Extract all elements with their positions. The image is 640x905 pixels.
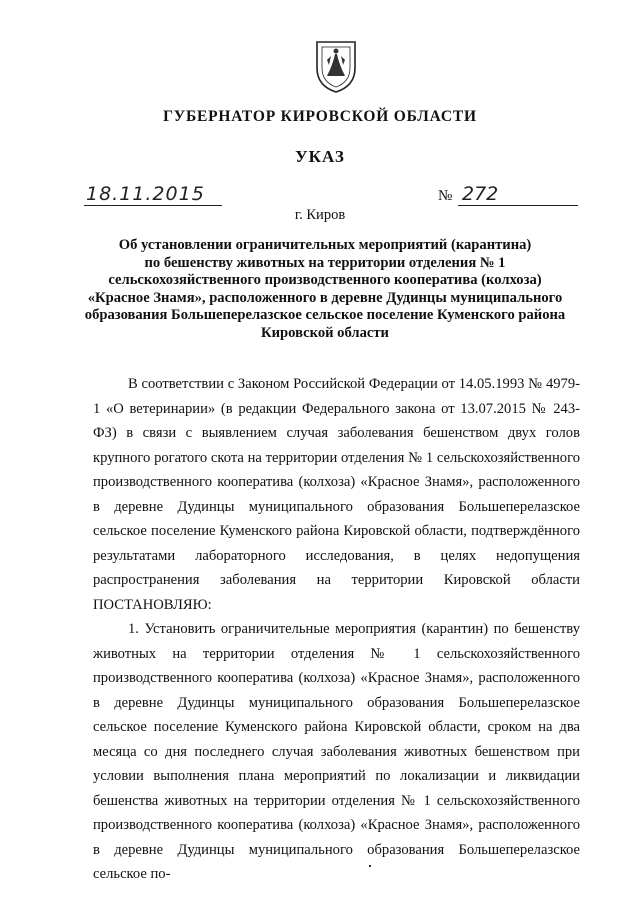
clause-1-paragraph: 1. Установить ограничительные мероприятия (карантин) по бешенству животных на территории отделения № 1 сельскохозяйственного производственного кооператива (колхоза) «Красное Знамя», расположенного в деревне Дудинцы муниципального образования Большеперелазское сельское поселение Куменского района Кировской области, сроком на два месяца со дня последнего случая заболевания животных бешенством при условии выполнения плана мероприятий по локализации и ликвидации бешенства животных на территории отделения № 1 сельскохозяйственного производственного кооператива (колхоза) «Красное Знамя», расположенного в деревне Дудинцы муниципального образования Большеперелазское сельское по- [93, 621, 580, 882]
date-underline [84, 205, 222, 206]
city-line: г. Киров [294, 207, 346, 223]
issuing-authority: ГУБЕРНАТОР КИРОВСКОЙ ОБЛАСТИ [163, 108, 477, 125]
decree-number: 272 [462, 183, 499, 205]
document-type: УКАЗ [295, 147, 345, 166]
decree-date: 18.11.2015 [86, 183, 205, 205]
title-line: образования Большеперелазское сельское поселение Куменского района [84, 307, 566, 323]
preamble-paragraph: В соответствии с Законом Российской Федерации от 14.05.1993 № 4979-1 «О ветеринарии» (в редакции Федерального закона от 13.07.2015 № 243-ФЗ) в связи с выявлением случая заболевания бешенством двух голов крупного рогатого скота на территории отделения № 1 сельскохозяйственного производственного кооператива (колхоза) «Красное Знамя», расположенного в деревне Дудинцы муниципального образования Большеперелазское сельское поселение Куменского района Кировской области, подтверждённого результатами лабораторного исследования, в целях недопущения распространения заболевания на территории Кировской области ПОСТАНОВЛЯЮ: [93, 376, 580, 613]
title-line: сельскохозяйственного производственного кооператива (колхоза) [108, 272, 542, 288]
coat-of-arms-emblem [313, 38, 359, 94]
scan-speck [369, 865, 371, 867]
title-line: Об установлении ограничительных мероприятий (карантина) [118, 237, 532, 253]
number-underline [458, 205, 578, 206]
title-line: по бешенству животных на территории отделения № 1 [144, 254, 506, 271]
title-line: «Красное Знамя», расположенного в деревне Дудинцы муниципального [87, 289, 563, 306]
title-line: Кировской области [261, 324, 389, 341]
decree-title [80, 237, 570, 342]
number-label: № [438, 188, 453, 204]
decree-body [93, 372, 580, 887]
